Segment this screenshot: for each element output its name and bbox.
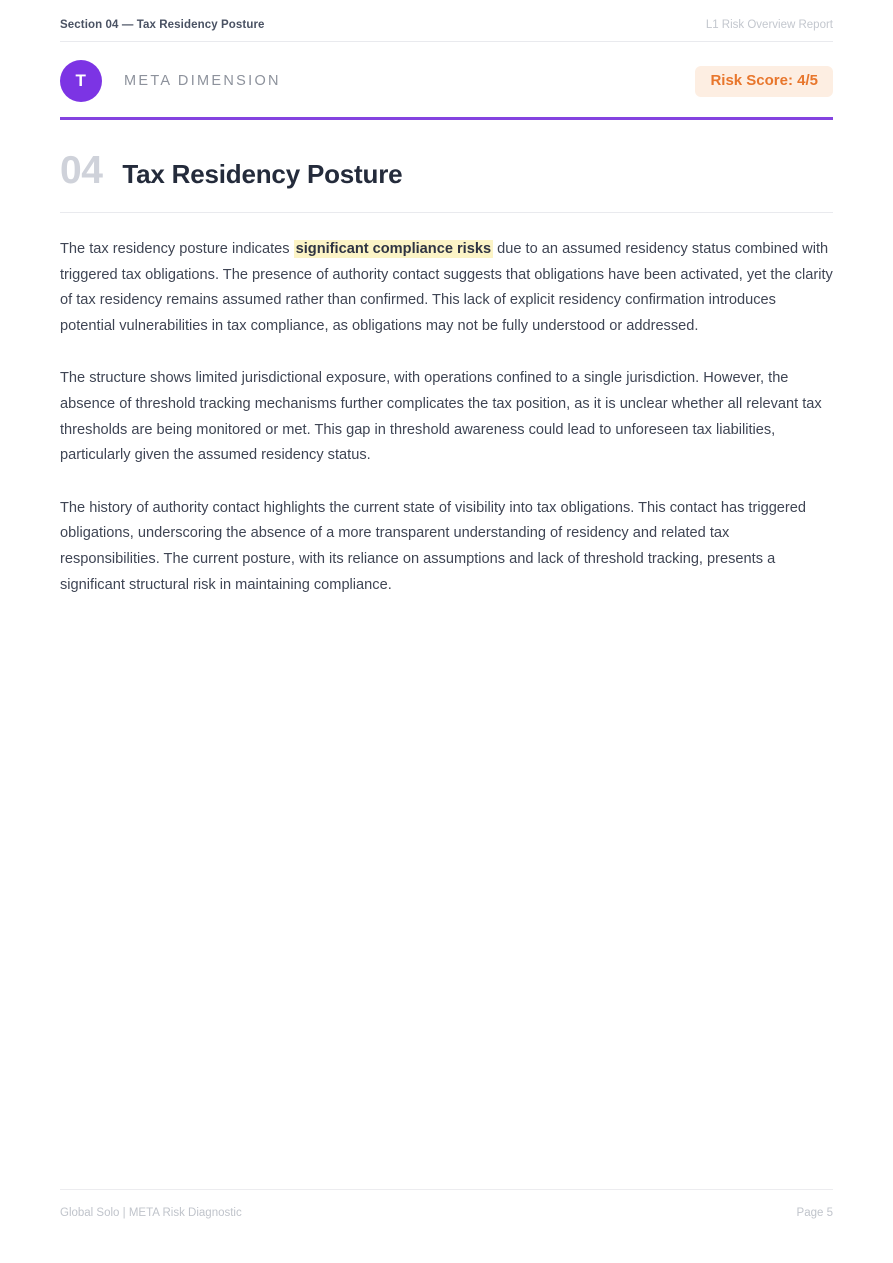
paragraph-3: The history of authority contact highlights the current state of visibility into tax obligations. This contact has triggered obligations, underscoring the absence of a more transparent understanding of residency and related tax responsibilities. The current posture, with its reliance on assumptions and lack of threshold tracking, presents a significant structural risk in maintaining compliance. bbox=[60, 499, 807, 593]
running-head-section-label: Section 04 — Tax Residency Posture bbox=[60, 19, 265, 31]
section-number: 04 bbox=[60, 149, 103, 192]
footer bbox=[60, 1205, 833, 1221]
running-head bbox=[60, 18, 833, 42]
paragraph-1-tail: due to an assumed residency status combined with triggered tax obligations. The presence of authority contact suggests that obligations have been activated, yet the clarity of tax residency remains assumed rather than confirmed. This lack of explicit residency confirmation introduces potential vulnerabilities in tax compliance, as obligations may not be fully understood or addressed. bbox=[60, 241, 833, 334]
highlighted-phrase: significant compliance risks bbox=[295, 241, 492, 257]
dimension-band bbox=[60, 60, 833, 102]
paragraph-1 bbox=[60, 237, 833, 339]
footer-divider bbox=[60, 1189, 833, 1190]
dimension-label: META DIMENSION bbox=[124, 73, 281, 89]
dimension-identity bbox=[60, 60, 281, 102]
footer-brand: Global Solo | META Risk Diagnostic bbox=[60, 1207, 242, 1219]
title-divider bbox=[60, 212, 833, 213]
running-head-report-label: L1 Risk Overview Report bbox=[705, 19, 833, 31]
page-title: Tax Residency Posture bbox=[122, 159, 403, 189]
section-title-row bbox=[60, 150, 833, 195]
header-divider bbox=[60, 41, 833, 42]
paragraph-1-lead: The tax residency posture indicates bbox=[60, 241, 294, 257]
body-copy bbox=[60, 237, 833, 598]
paragraph-2: The structure shows limited jurisdictional exposure, with operations confined to a single jurisdiction. However, the absence of threshold tracking mechanisms further complicates the tax position, as it is unclear whether all relevant tax thresholds are being monitored or met. This gap in threshold awareness could lead to unforeseen tax liabilities, particularly given the assumed residency status. bbox=[60, 370, 822, 464]
accent-bar bbox=[60, 117, 833, 120]
avatar: T bbox=[60, 60, 102, 102]
footer-page-number: Page 5 bbox=[796, 1207, 833, 1219]
risk-score-badge: Risk Score: 4/5 bbox=[695, 66, 833, 97]
